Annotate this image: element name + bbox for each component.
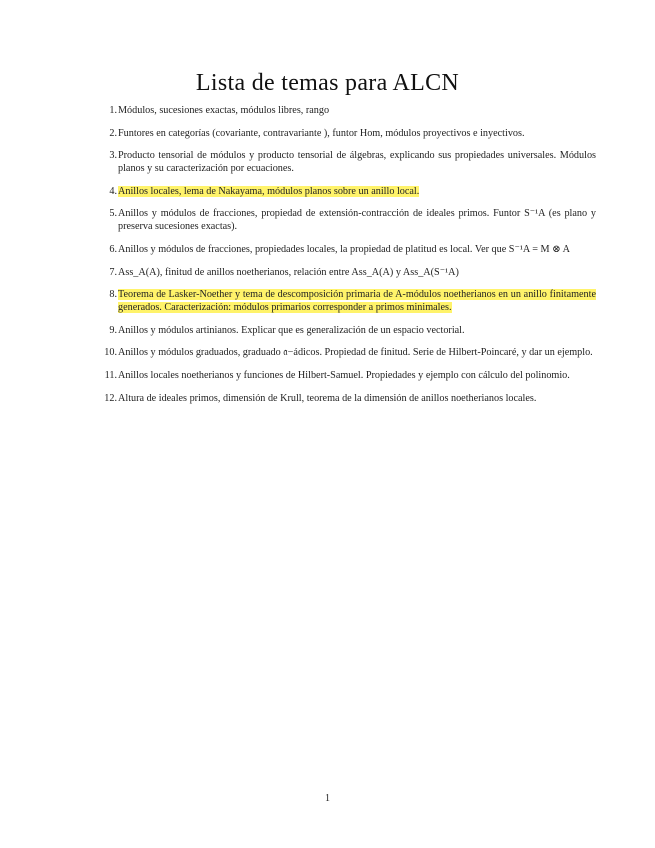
topic-item [96, 207, 596, 233]
topic-item [96, 369, 596, 382]
topic-text: Ass_A(A), finitud de anillos noetherianos, relación entre Ass_A(A) y Ass_A(S⁻¹A) [118, 266, 459, 278]
topic-item [96, 104, 596, 117]
topic-item [96, 127, 596, 140]
topic-item [96, 346, 596, 359]
topic-text: Altura de ideales primos, dimensión de Krull, teorema de la dimensión de anillos noetherianos locales. [118, 392, 537, 404]
topic-item [96, 243, 596, 256]
topic-text: Anillos y módulos de fracciones, propiedades locales, la propiedad de platitud es local. Ver que S⁻¹A = M ⊗ A [118, 243, 570, 255]
topic-number: 9. [109, 324, 117, 336]
page-number: 1 [325, 793, 330, 804]
topic-number: 5. [109, 208, 117, 220]
topic-text: Producto tensorial de módulos y producto tensorial de álgebras, explicando sus propiedades universales. Módulos planos y su caracterización por ecuaciones. [118, 150, 596, 175]
topic-number: 11. [104, 369, 117, 381]
topic-item-highlighted [96, 288, 596, 314]
topic-number: 4. [109, 185, 117, 197]
topic-number: 10. [104, 347, 117, 359]
topic-text: Módulos, sucesiones exactas, módulos libres, rango [118, 105, 330, 116]
topic-item [96, 392, 596, 405]
topic-text: Funtores en categorías (covariante, contravariante ), funtor Hom, módulos proyectivos e inyectivos. [118, 127, 525, 139]
topic-text: Anillos y módulos artinianos. Explicar que es generalización de un espacio vectorial. [118, 324, 465, 336]
highlighted-topic-text: Anillos locales, lema de Nakayama, módulos planos sobre un anillo local. [118, 185, 420, 197]
highlighted-topic-text: Teorema de Lasker-Noether y tema de descomposición primaria de A-módulos noetherianos en un anillo finitamente generados. Caracterización: módulos primarios corresponder a primos minimales. [118, 289, 596, 314]
topic-number: 1. [109, 105, 117, 116]
topic-item [96, 149, 596, 175]
topic-text: Anillos y módulos graduados, graduado 𝔞−ádicos. Propiedad de finitud. Serie de Hilbert-Poincaré, y dar un ejemplo. [118, 347, 593, 359]
topic-item [96, 266, 596, 279]
topic-number: 2. [109, 127, 117, 139]
topic-item-highlighted [96, 185, 596, 198]
topic-number: 6. [109, 243, 117, 255]
topic-number: 7. [109, 266, 117, 278]
topic-number: 3. [109, 150, 117, 162]
topic-number: 12. [104, 392, 117, 404]
topic-list [96, 104, 596, 414]
topic-item [96, 324, 596, 337]
topic-text: Anillos locales noetherianos y funciones de Hilbert-Samuel. Propiedades y ejemplo con cálculo del polinomio. [118, 369, 570, 381]
page-title: Lista de temas para ALCN [195, 70, 460, 96]
topic-text: Anillos y módulos de fracciones, propiedad de extensión-contracción de ideales primos. Funtor S⁻¹A (es plano y preserva sucesiones exactas). [118, 208, 596, 233]
topic-number: 8. [109, 289, 117, 301]
